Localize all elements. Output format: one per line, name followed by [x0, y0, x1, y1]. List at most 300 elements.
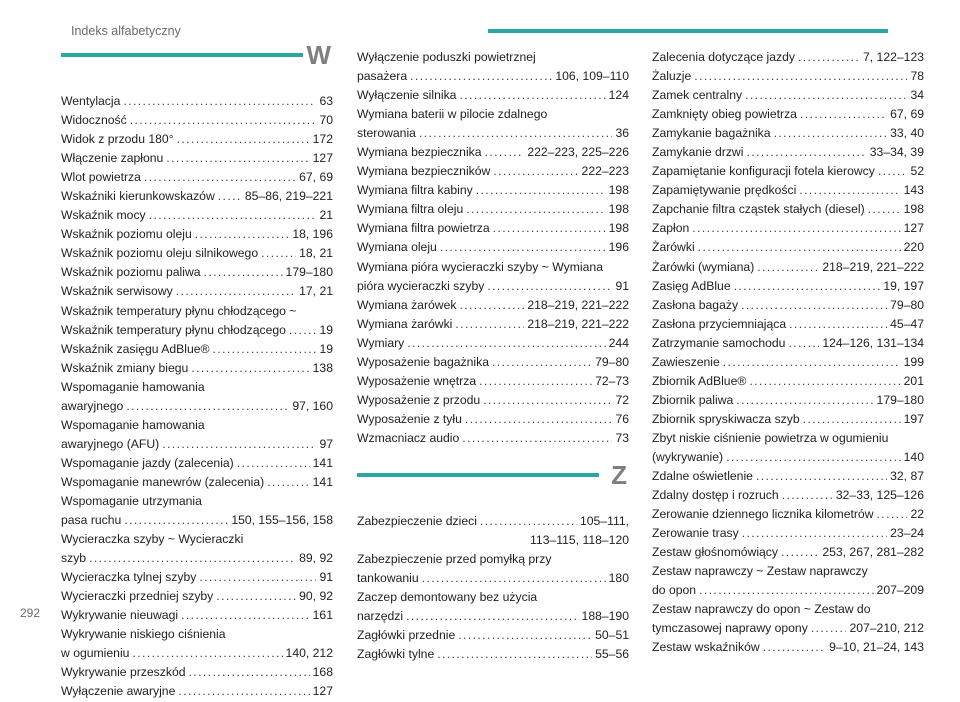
dot-leader: [130, 111, 317, 130]
dot-leader: [763, 638, 826, 657]
page-reference: 91: [319, 570, 333, 585]
index-entry-text: Zaczep demontowany bez użycia: [357, 590, 538, 605]
dot-leader: [493, 219, 606, 238]
page-reference: 168: [312, 665, 333, 680]
page-reference: 89, 92: [299, 551, 333, 566]
index-entry: [652, 277, 924, 296]
page-reference: 85–86, 219–221: [244, 189, 333, 204]
index-entry: [61, 149, 333, 168]
index-entry-text: Wspomaganie hamowania: [61, 379, 205, 394]
dot-leader: [692, 219, 900, 238]
index-entry-text: Zbyt niskie ciśnienie powietrza w ogumieniu: [652, 430, 889, 445]
index-entry-text: (wykrywanie): [652, 449, 724, 464]
dot-leader: [126, 397, 289, 416]
page-reference: 141: [312, 455, 333, 470]
entry-list-z: [357, 512, 629, 664]
index-entry: [652, 200, 924, 219]
dot-leader: [694, 67, 907, 86]
dot-leader: [756, 467, 887, 486]
section-letter: Z: [611, 459, 627, 490]
letter-rule: [61, 53, 303, 57]
letter-heading-w: [61, 40, 333, 92]
page-reference: 150, 155–156, 158: [231, 513, 333, 528]
index-entry-text: Wykrywanie niskiego ciśnienia: [61, 627, 226, 642]
index-entry: [61, 473, 333, 492]
index-entry: [61, 187, 333, 206]
dot-leader: [407, 334, 605, 353]
dot-leader: [199, 568, 316, 587]
dot-leader: [483, 391, 612, 410]
index-entry: [357, 238, 629, 257]
page-reference: 127: [312, 151, 333, 166]
dot-leader: [406, 607, 578, 626]
page-reference: 188–190: [581, 609, 629, 624]
page-reference: 124: [608, 88, 629, 103]
dot-leader: [736, 391, 873, 410]
index-entry: [652, 600, 924, 638]
page-reference: 73: [615, 430, 629, 445]
index-entry-text: Wskaźniki kierunkowskazów: [61, 189, 215, 204]
page-reference: 76: [615, 411, 629, 426]
dot-leader: [742, 524, 887, 543]
index-entry-text: Zasłona bagaży: [652, 297, 739, 312]
index-entry-text: Wykrywanie przeszkód: [61, 665, 186, 680]
index-entry: [357, 334, 629, 353]
page-reference: 222–223: [581, 164, 629, 179]
dot-leader: [162, 435, 316, 454]
index-entry: [61, 492, 333, 530]
dot-leader: [723, 353, 901, 372]
index-entry-text: Zasłona przyciemniająca: [652, 316, 787, 331]
page-reference: 198: [608, 221, 629, 236]
index-entry-text: Wymiana żarówek: [357, 297, 457, 312]
page-reference: 140: [903, 449, 924, 464]
page-reference: 198: [608, 183, 629, 198]
index-entry-text: Włączenie zapłonu: [61, 151, 164, 166]
index-entry-text: Wyposażenie bagażnika: [357, 354, 490, 369]
index-entry: [357, 48, 629, 86]
page-reference: 19: [319, 322, 333, 337]
index-entry: [357, 200, 629, 219]
index-entry: [652, 86, 924, 105]
dot-leader: [166, 149, 309, 168]
index-entry: [652, 48, 924, 67]
index-entry: [61, 206, 333, 225]
page-reference: 79–80: [890, 297, 924, 312]
dot-leader: [440, 238, 606, 257]
index-entry: [61, 111, 333, 130]
index-entry-text: Wymiana bezpiecznika: [357, 145, 482, 160]
dot-leader: [485, 143, 525, 162]
index-entry: [61, 359, 333, 378]
index-entry-text: Zalecenia dotyczące jazdy: [652, 50, 795, 64]
page-reference: 138: [312, 360, 333, 375]
page-reference: 67, 69: [299, 170, 333, 185]
dot-leader: [144, 168, 296, 187]
index-entry-text: Zapchanie filtra cząstek stałych (diesel): [652, 202, 865, 217]
index-entry: [652, 67, 924, 86]
dot-leader: [800, 105, 887, 124]
index-entry: [61, 263, 333, 282]
dot-leader: [788, 334, 819, 353]
dot-leader: [476, 181, 606, 200]
dot-leader: [237, 454, 310, 473]
page-reference: 50–51: [595, 628, 629, 643]
index-entry: [61, 606, 333, 625]
index-entry-text: Zasięg AdBlue: [652, 278, 731, 293]
dot-leader: [462, 429, 612, 448]
index-entry: [357, 86, 629, 105]
index-column-3: [652, 48, 924, 658]
index-entry-text: Wymiana baterii w pilocie zdalnego: [357, 107, 548, 122]
index-entry: [61, 378, 333, 416]
index-entry: [61, 225, 333, 244]
page-reference: 172: [312, 132, 333, 147]
page-reference: 197: [903, 411, 924, 426]
index-entry-text: Wentylacja: [61, 94, 121, 108]
index-entry: [357, 550, 629, 588]
dot-leader: [699, 581, 873, 600]
dot-leader: [191, 359, 309, 378]
index-entry-text: Zapamiętanie konfiguracji fotela kierowcy: [652, 164, 875, 179]
index-entry-text: Zestaw naprawczy do opon ~ Zestaw do: [652, 602, 871, 617]
index-entry-text: Zawieszenie: [652, 354, 720, 369]
dot-leader: [177, 130, 310, 149]
index-entry-text: tankowaniu: [357, 571, 419, 586]
index-entry-text: do opon: [652, 583, 697, 598]
page-reference: 97, 160: [292, 398, 333, 413]
index-entry-text: Żarówki: [652, 240, 695, 255]
index-entry-text: szyb: [61, 551, 87, 566]
dot-leader: [419, 124, 612, 143]
index-entry-text: tymczasowej naprawy opony: [652, 621, 808, 636]
entry-list-z-continued: [652, 48, 924, 658]
index-entry: [61, 92, 333, 111]
index-entry-text: Zbiornik paliwa: [652, 392, 734, 407]
dot-leader: [492, 353, 592, 372]
page-reference: 201: [903, 373, 924, 388]
dot-leader: [480, 512, 577, 531]
page-reference: 72–73: [595, 373, 629, 388]
dot-leader: [459, 86, 605, 105]
index-entry: [357, 258, 629, 296]
dot-leader: [877, 505, 908, 524]
index-entry-text: Wycieraczki przedniej szyby: [61, 589, 214, 604]
index-entry: [357, 105, 629, 143]
index-entry-text: Zabezpieczenie przed pomyłką przy: [357, 552, 552, 567]
page-reference: 17, 21: [299, 284, 333, 299]
dot-leader: [123, 92, 316, 111]
page-reference: 179–180: [876, 392, 924, 407]
index-entry-text: Wyłączenie poduszki powietrznej: [357, 50, 536, 64]
index-entry-text: Wyłączenie silnika: [357, 88, 457, 103]
index-entry: [61, 244, 333, 263]
index-entry: [357, 588, 629, 626]
index-entry-text: pióra wycieraczki szyby: [357, 278, 485, 293]
page-number: 292: [20, 606, 41, 620]
page-reference: 143: [903, 183, 924, 198]
index-entry: [61, 302, 333, 340]
index-entry-text: Wskaźnik zmiany biegu: [61, 360, 189, 375]
index-entry: [652, 334, 924, 353]
section-letter: W: [306, 40, 331, 70]
index-entry: [652, 543, 924, 562]
page-reference: 21: [319, 208, 333, 223]
dot-leader: [189, 663, 310, 682]
dot-leader: [745, 86, 907, 105]
page-reference: 196: [608, 240, 629, 255]
index-entry-text: Zamykanie bagażnika: [652, 126, 771, 141]
index-entry: [61, 663, 333, 682]
index-entry-text: Zerowanie dziennego licznika kilometrów: [652, 507, 874, 522]
index-entry-text: Zapłon: [652, 221, 690, 236]
index-entry-text: Zestaw głośnomówiący: [652, 545, 778, 560]
page-reference: 33, 40: [890, 126, 924, 141]
dot-leader: [782, 486, 833, 505]
page-reference: 198: [903, 202, 924, 217]
page-reference: 32–33, 125–126: [835, 488, 924, 503]
index-column-2: [357, 48, 629, 664]
index-entry-text: Zbiornik AdBlue®: [652, 373, 747, 388]
index-entry-text: pasażera: [357, 69, 408, 84]
index-entry: [652, 315, 924, 334]
dot-leader: [789, 315, 887, 334]
index-entry-text: narzędzi: [357, 609, 404, 624]
index-entry-text: Zamek centralny: [652, 88, 743, 103]
index-entry: [61, 530, 333, 568]
index-entry-text: Wskaźnik poziomu oleju: [61, 227, 192, 242]
index-entry-text: awaryjnego: [61, 398, 124, 413]
index-entry: [652, 258, 924, 277]
index-entry: [652, 562, 924, 600]
page-reference: 18, 21: [299, 246, 333, 261]
index-entry: [61, 130, 333, 149]
dot-leader: [741, 296, 887, 315]
page-reference: 218–219, 221–222: [822, 259, 924, 274]
page-reference: 7, 122–123: [863, 50, 924, 64]
page-reference: 52: [910, 164, 924, 179]
dot-leader: [757, 258, 819, 277]
dot-leader: [878, 162, 908, 181]
page-reference: 198: [608, 202, 629, 217]
index-entry-text: Zdalny dostęp i rozruch: [652, 488, 779, 503]
index-entry: [652, 238, 924, 257]
dot-leader: [868, 200, 901, 219]
index-entry: [357, 143, 629, 162]
dot-leader: [176, 282, 296, 301]
page-reference: 78: [910, 69, 924, 84]
dot-leader: [798, 48, 860, 67]
index-entry-text: Żarówki (wymiana): [652, 259, 755, 274]
index-entry: [652, 353, 924, 372]
page-reference: 124–126, 131–134: [822, 335, 924, 350]
index-entry: [357, 512, 629, 550]
index-entry: [61, 340, 333, 359]
page-reference: 207–210, 212: [849, 621, 924, 636]
index-entry: [61, 168, 333, 187]
index-entry: [61, 682, 333, 701]
page-reference: 63: [319, 94, 333, 108]
index-entry-text: Wyłączenie awaryjne: [61, 684, 176, 699]
dot-leader: [479, 372, 592, 391]
index-entry-text: Zamykanie drzwi: [652, 145, 744, 160]
index-entry: [652, 505, 924, 524]
index-entry-text: Zestaw naprawczy ~ Zestaw naprawczy: [652, 564, 868, 579]
index-entry-text: Wspomaganie hamowania: [61, 417, 205, 432]
entry-list-w-continued: [357, 48, 629, 448]
index-entry-text: Widok z przodu 180°: [61, 132, 174, 147]
page-reference: 55–56: [595, 647, 629, 662]
dot-leader: [746, 143, 866, 162]
dot-leader: [132, 644, 282, 663]
dot-leader: [734, 277, 881, 296]
page-reference: 19, 197: [883, 278, 924, 293]
dot-leader: [124, 511, 228, 530]
index-entry: [61, 416, 333, 454]
dot-leader: [181, 606, 310, 625]
index-column-1: [61, 40, 333, 702]
dot-leader: [267, 473, 309, 492]
dot-leader: [195, 225, 290, 244]
index-entry: [61, 282, 333, 301]
page-reference: 91: [615, 278, 629, 293]
index-entry: [61, 454, 333, 473]
index-entry: [357, 181, 629, 200]
index-entry-text: Wyposażenie wnętrza: [357, 373, 477, 388]
dot-leader: [455, 315, 524, 334]
index-entry: [652, 181, 924, 200]
index-entry: [652, 143, 924, 162]
page-reference: 127: [312, 684, 333, 699]
index-entry: [357, 391, 629, 410]
page-reference: 34: [910, 88, 924, 103]
index-entry-text: Zdalne oświetlenie: [652, 469, 753, 484]
index-entry-text: Wspomaganie utrzymania: [61, 493, 202, 508]
letter-rule: [357, 473, 599, 477]
page-reference: 141: [312, 474, 333, 489]
page-reference: 67, 69: [890, 107, 924, 122]
page-reference: 19: [319, 341, 333, 356]
index-entry: [652, 219, 924, 238]
page-reference: 22: [910, 507, 924, 522]
index-entry-text: Wymiana pióra wycieraczki szyby ~ Wymiana: [357, 259, 603, 274]
dot-leader: [698, 238, 901, 257]
index-entry: [652, 486, 924, 505]
page-reference: 9–10, 21–24, 143: [829, 640, 924, 655]
dot-leader: [781, 543, 819, 562]
page-reference: 97: [319, 436, 333, 451]
index-entry-text: Wskaźnik mocy: [61, 208, 146, 223]
index-entry-text: Wspomaganie jazdy (zalecenia): [61, 455, 234, 470]
page-reference: 79–80: [595, 354, 629, 369]
index-entry: [61, 568, 333, 587]
index-entry-text: Wskaźnik temperatury płynu chłodzącego ~: [61, 303, 297, 318]
index-entry-text: Zerowanie trasy: [652, 526, 739, 541]
index-entry-text: Wymiary: [357, 335, 405, 350]
index-entry-text: sterowania: [357, 126, 416, 141]
index-entry-text: Widoczność: [61, 113, 127, 128]
index-entry-text: Wskaźnik serwisowy: [61, 284, 173, 299]
letter-heading-z: [357, 459, 629, 512]
index-entry: [652, 391, 924, 410]
dot-leader: [289, 321, 317, 340]
page-reference: 32, 87: [890, 469, 924, 484]
page-reference: 207–209: [876, 583, 924, 598]
index-entry: [652, 467, 924, 486]
dot-leader: [261, 244, 296, 263]
index-entry: [652, 105, 924, 124]
index-entry-text: Wskaźnik zasięgu AdBlue®: [61, 341, 210, 356]
index-entry-text: Wymiana oleju: [357, 240, 437, 255]
index-entry: [357, 429, 629, 448]
page-reference-continued: 113–115, 118–120: [530, 533, 629, 548]
index-entry-text: Zapamiętywanie prędkości: [652, 183, 797, 198]
page-reference: 127: [903, 221, 924, 236]
dot-leader: [803, 410, 901, 429]
index-entry: [652, 124, 924, 143]
index-entry-text: Wycieraczka tylnej szyby: [61, 570, 197, 585]
dot-leader: [774, 124, 888, 143]
dot-leader: [487, 277, 612, 296]
dot-leader: [493, 162, 578, 181]
index-entry-text: Wlot powietrza: [61, 170, 141, 185]
index-entry-text: Zabezpieczenie dzieci: [357, 513, 477, 528]
index-entry-text: Wskaźnik temperatury płynu chłodzącego: [61, 322, 286, 337]
page-reference: 218–219, 221–222: [527, 316, 629, 331]
index-entry-text: Wskaźnik poziomu paliwa: [61, 265, 201, 280]
page-reference: 18, 196: [292, 227, 333, 242]
page-reference: 70: [319, 113, 333, 128]
index-entry-text: Zamknięty obieg powietrza: [652, 107, 797, 122]
header-accent-bar: [488, 29, 888, 33]
page-reference: 199: [903, 354, 924, 369]
index-entry: [357, 219, 629, 238]
page-reference: 33–34, 39: [869, 145, 924, 160]
page-reference: 253, 267, 281–282: [822, 545, 924, 560]
index-entry-text: Wymiana filtra oleju: [357, 202, 464, 217]
dot-leader: [213, 340, 317, 359]
page-reference: 105–111,: [579, 513, 629, 528]
index-entry: [61, 625, 333, 663]
dot-leader: [178, 682, 309, 701]
page-reference: 220: [903, 240, 924, 255]
index-entry: [652, 410, 924, 429]
dot-leader: [799, 181, 900, 200]
index-entry: [357, 353, 629, 372]
index-entry: [357, 626, 629, 645]
page-reference: 161: [312, 608, 333, 623]
index-entry-text: Wyposażenie z przodu: [357, 392, 481, 407]
dot-leader: [216, 587, 296, 606]
dot-leader: [811, 619, 847, 638]
index-entry-text: Zestaw wskaźników: [652, 640, 760, 655]
index-entry: [652, 296, 924, 315]
index-entry: [652, 162, 924, 181]
page-reference: 23–24: [890, 526, 924, 541]
index-entry-text: Wymiana żarówki: [357, 316, 453, 331]
index-entry: [357, 296, 629, 315]
dot-leader: [149, 206, 317, 225]
header-title: Indeks alfabetyczny: [71, 24, 181, 38]
dot-leader: [204, 263, 283, 282]
dot-leader: [458, 626, 592, 645]
dot-leader: [218, 187, 242, 206]
index-entry-text: pasa ruchu: [61, 513, 122, 528]
dot-leader: [466, 200, 605, 219]
index-entry-text: Wyposażenie z tyłu: [357, 411, 462, 426]
index-entry: [357, 372, 629, 391]
page-reference: 180: [608, 571, 629, 586]
